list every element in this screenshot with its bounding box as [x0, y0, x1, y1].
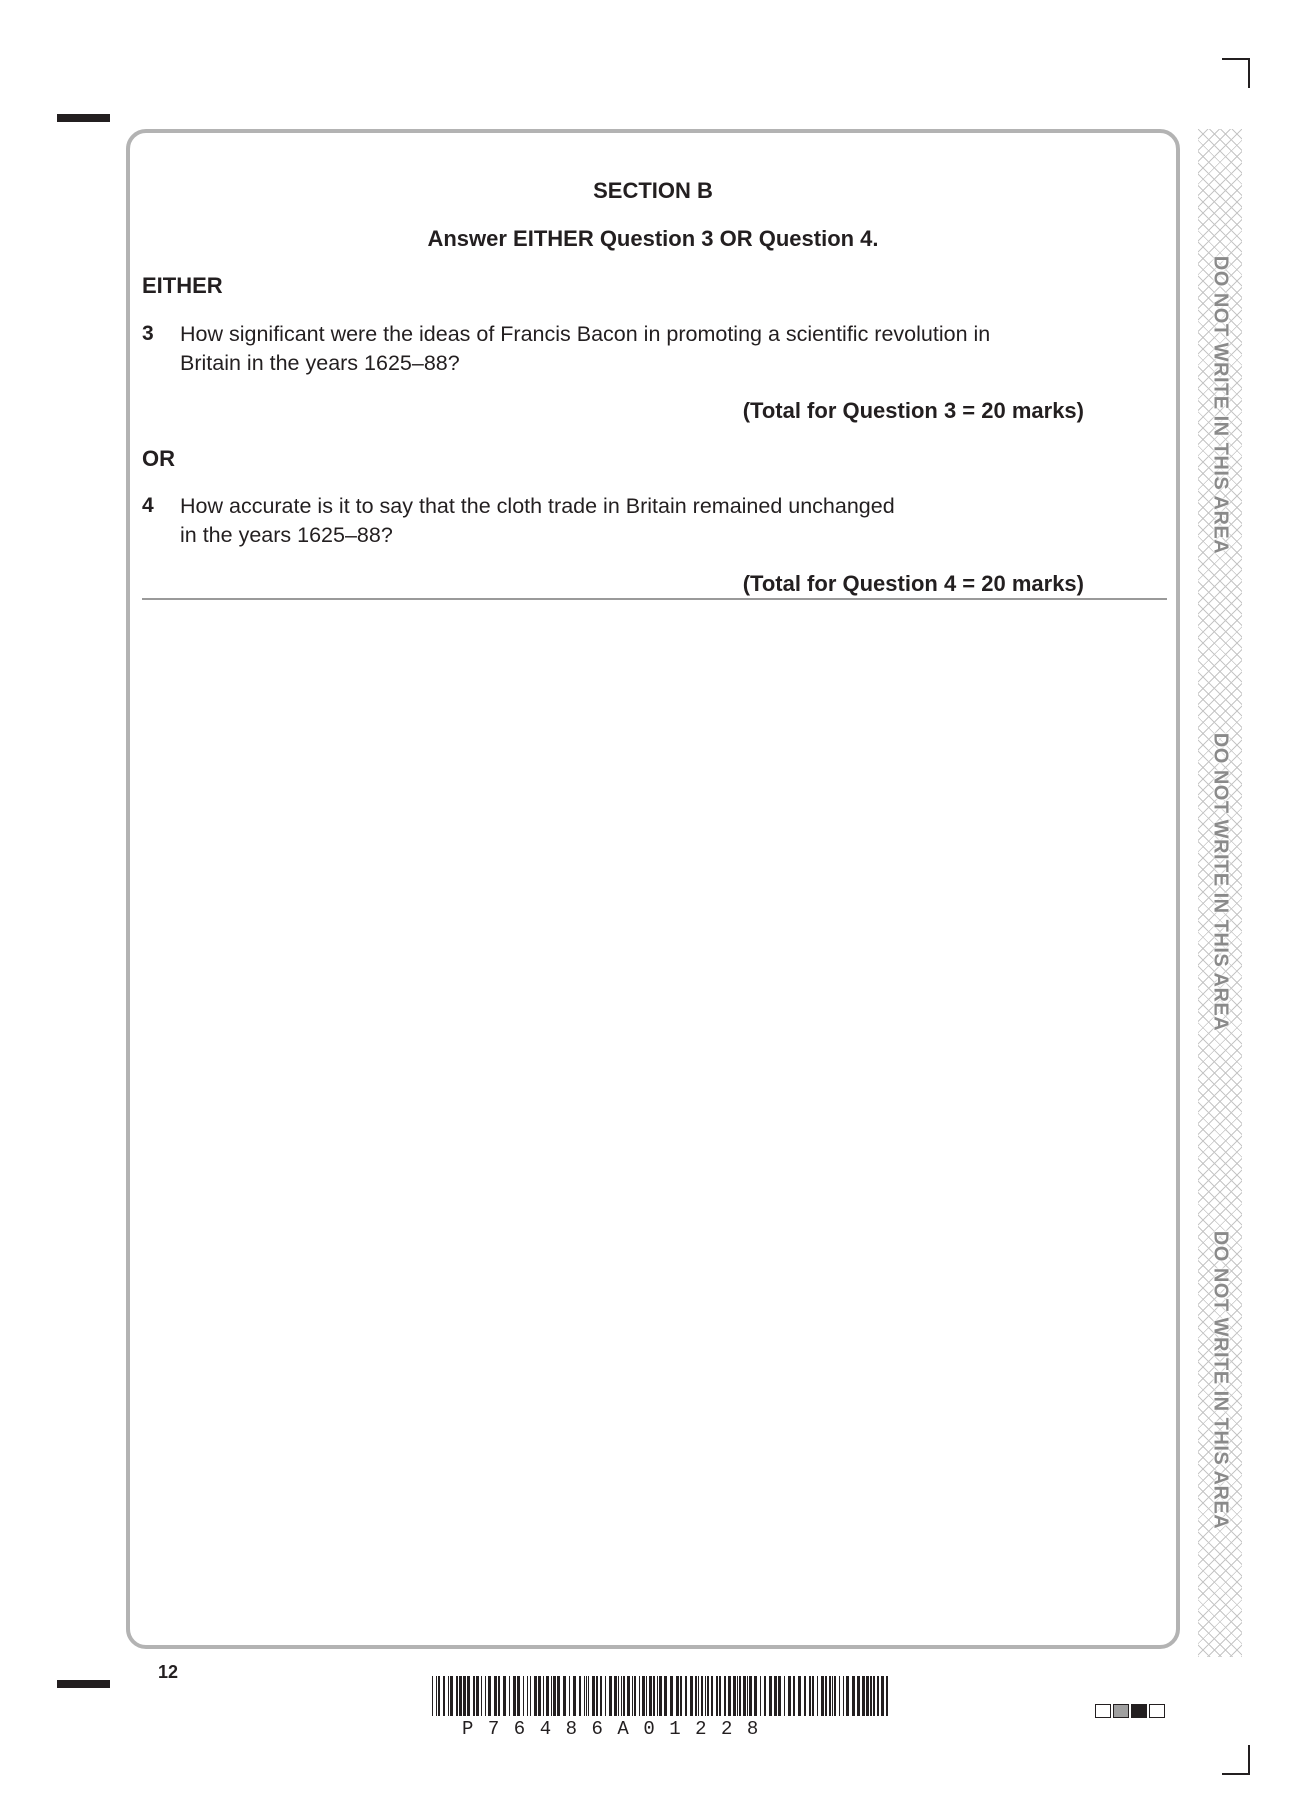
- barcode-bar: [873, 1676, 875, 1716]
- margin-bar-top: [57, 114, 110, 122]
- indicator-box-2: [1113, 1704, 1129, 1718]
- barcode-bar: [600, 1676, 602, 1716]
- barcode-bar: [443, 1676, 445, 1716]
- barcode-bar: [476, 1676, 479, 1716]
- barcode-bar: [485, 1676, 486, 1716]
- question-3-total: (Total for Question 3 = 20 marks): [742, 398, 1084, 423]
- barcode-bar: [705, 1676, 706, 1716]
- barcode-bar: [530, 1676, 531, 1716]
- page-indicator-boxes: [1095, 1704, 1165, 1718]
- or-label: OR: [142, 446, 175, 471]
- barcode-bar: [623, 1676, 625, 1716]
- barcode-bar: [592, 1676, 595, 1716]
- barcode-bar: [450, 1676, 453, 1716]
- barcode-bar: [716, 1676, 718, 1716]
- barcode-bar: [609, 1676, 612, 1716]
- question-3-number: 3: [142, 322, 154, 345]
- barcode-bar: [498, 1676, 500, 1716]
- section-title: SECTION B: [593, 178, 713, 203]
- barcode-bar: [695, 1676, 697, 1716]
- barcode-bar: [557, 1676, 560, 1716]
- barcode-bar: [793, 1676, 795, 1716]
- crop-mark-bottom-right-h: [1222, 1773, 1250, 1775]
- barcode-bar: [432, 1676, 433, 1716]
- barcode-bar: [579, 1676, 581, 1716]
- indicator-box-4: [1149, 1704, 1165, 1718]
- barcode-bar: [553, 1676, 556, 1716]
- barcode-bar: [764, 1676, 766, 1716]
- barcode-bar: [639, 1676, 640, 1716]
- section-divider: [142, 598, 1167, 600]
- do-not-write-label-3: DO NOT WRITE IN THIS AREA: [1209, 1230, 1232, 1530]
- barcode-bar: [733, 1676, 736, 1716]
- barcode-bar: [829, 1676, 831, 1716]
- barcode-bar: [509, 1676, 510, 1716]
- do-not-write-label-1: DO NOT WRITE IN THIS AREA: [1209, 255, 1232, 555]
- barcode-bar: [649, 1676, 652, 1716]
- indicator-box-3: [1131, 1704, 1147, 1718]
- barcode-bar: [825, 1676, 827, 1716]
- barcode-bar: [724, 1676, 726, 1716]
- barcode-bar: [488, 1676, 491, 1716]
- barcode-bar: [586, 1676, 587, 1716]
- barcode-bar: [707, 1676, 709, 1716]
- barcode-bar: [778, 1676, 781, 1716]
- crop-mark-bottom-right-v: [1248, 1745, 1250, 1775]
- barcode-bar: [798, 1676, 801, 1716]
- barcode-bar: [784, 1676, 785, 1716]
- barcode-bar: [534, 1676, 537, 1716]
- barcode-bar: [659, 1676, 662, 1716]
- barcode-bar: [463, 1676, 466, 1716]
- barcode-bar: [543, 1676, 544, 1716]
- barcode-bar: [653, 1676, 655, 1716]
- question-4-line-1: How accurate is it to say that the cloth trade in Britain remained unchanged: [180, 494, 895, 518]
- crop-mark-top-right-v: [1248, 58, 1250, 88]
- question-3-text: [180, 320, 990, 378]
- barcode-bar: [739, 1676, 741, 1716]
- barcode-bar: [569, 1676, 570, 1716]
- question-4-text: [180, 492, 895, 550]
- barcode-bar: [605, 1676, 606, 1716]
- barcode-bar: [728, 1676, 731, 1716]
- barcode-bar: [676, 1676, 679, 1716]
- barcode-bar: [588, 1676, 589, 1716]
- barcode-bar: [821, 1676, 824, 1716]
- either-label: EITHER: [142, 273, 223, 298]
- barcode-bar: [551, 1676, 552, 1716]
- barcode-bar: [527, 1676, 528, 1716]
- barcode-bar: [546, 1676, 549, 1716]
- barcode-bar: [618, 1676, 619, 1716]
- barcode-bar: [513, 1676, 516, 1716]
- barcode-bar: [877, 1676, 879, 1716]
- barcode-bar: [670, 1676, 673, 1716]
- barcode-bar: [749, 1676, 752, 1716]
- do-not-write-label-2: DO NOT WRITE IN THIS AREA: [1209, 732, 1232, 1032]
- barcode-bar: [680, 1676, 682, 1716]
- barcode-bar: [621, 1676, 622, 1716]
- crop-mark-top-right-h: [1222, 58, 1250, 60]
- question-4-number: 4: [142, 494, 154, 517]
- barcode-bar: [812, 1676, 814, 1716]
- barcode-bar: [754, 1676, 757, 1716]
- barcode-bar: [743, 1676, 746, 1716]
- barcode-bar: [685, 1676, 687, 1716]
- indicator-box-1: [1095, 1704, 1111, 1718]
- section-instruction: Answer EITHER Question 3 OR Question 4.: [427, 226, 879, 251]
- barcode-bar: [632, 1676, 633, 1716]
- barcode-bar: [596, 1676, 598, 1716]
- barcode-bar: [627, 1676, 630, 1716]
- barcode-bar: [760, 1676, 761, 1716]
- barcode-bar: [788, 1676, 791, 1716]
- barcode-bar: [843, 1676, 844, 1716]
- barcode-bar: [834, 1676, 836, 1716]
- question-4-total: (Total for Question 4 = 20 marks): [742, 571, 1084, 596]
- question-3-line-2: Britain in the years 1625–88?: [180, 351, 460, 375]
- barcode-bar: [646, 1676, 647, 1716]
- barcode-bar: [857, 1676, 860, 1716]
- barcode-bar: [448, 1676, 449, 1716]
- barcode-bar: [881, 1676, 884, 1716]
- barcode-bar: [467, 1676, 470, 1716]
- barcode-bar: [657, 1676, 658, 1716]
- barcode-bar: [866, 1676, 869, 1716]
- barcode-bar: [664, 1676, 667, 1716]
- barcode-bar: [870, 1676, 872, 1716]
- barcode-bar: [523, 1676, 524, 1716]
- barcode-bar: [701, 1676, 703, 1716]
- barcode-bar: [852, 1676, 855, 1716]
- margin-bar-bottom: [57, 1680, 110, 1688]
- barcode-bar: [817, 1676, 818, 1716]
- barcode-bar: [634, 1676, 636, 1716]
- barcode-text: P76486A01228: [462, 1718, 773, 1740]
- barcode-bar: [769, 1676, 772, 1716]
- barcode-bar: [573, 1676, 576, 1716]
- barcode-bar: [774, 1676, 777, 1716]
- barcode-bar: [456, 1676, 458, 1716]
- barcode-bar: [719, 1676, 721, 1716]
- barcode: [432, 1676, 892, 1716]
- barcode-bar: [711, 1676, 713, 1716]
- barcode-bar: [846, 1676, 849, 1716]
- barcode-bar: [481, 1676, 482, 1716]
- barcode-bar: [690, 1676, 693, 1716]
- barcode-bar: [698, 1676, 699, 1716]
- barcode-bar: [804, 1676, 806, 1716]
- page-number: 12: [158, 1662, 179, 1682]
- barcode-bar: [438, 1676, 440, 1716]
- barcode-bar: [737, 1676, 738, 1716]
- barcode-bar: [436, 1676, 437, 1716]
- barcode-bar: [614, 1676, 617, 1716]
- barcode-bar: [459, 1676, 462, 1716]
- barcode-bar: [494, 1676, 497, 1716]
- barcode-bar: [642, 1676, 645, 1716]
- barcode-bar: [862, 1676, 865, 1716]
- barcode-bar: [584, 1676, 585, 1716]
- barcode-bar: [563, 1676, 566, 1716]
- barcode-bar: [747, 1676, 748, 1716]
- barcode-bar: [886, 1676, 888, 1716]
- barcode-bar: [503, 1676, 506, 1716]
- barcode-bar: [809, 1676, 811, 1716]
- barcode-bar: [832, 1676, 833, 1716]
- barcode-bar: [839, 1676, 840, 1716]
- barcode-bar: [473, 1676, 475, 1716]
- question-3-line-1: How significant were the ideas of Francis Bacon in promoting a scientific revolution in: [180, 322, 991, 346]
- question-4-line-2: in the years 1625–88?: [180, 523, 393, 547]
- barcode-bar: [517, 1676, 520, 1716]
- barcode-bar: [538, 1676, 541, 1716]
